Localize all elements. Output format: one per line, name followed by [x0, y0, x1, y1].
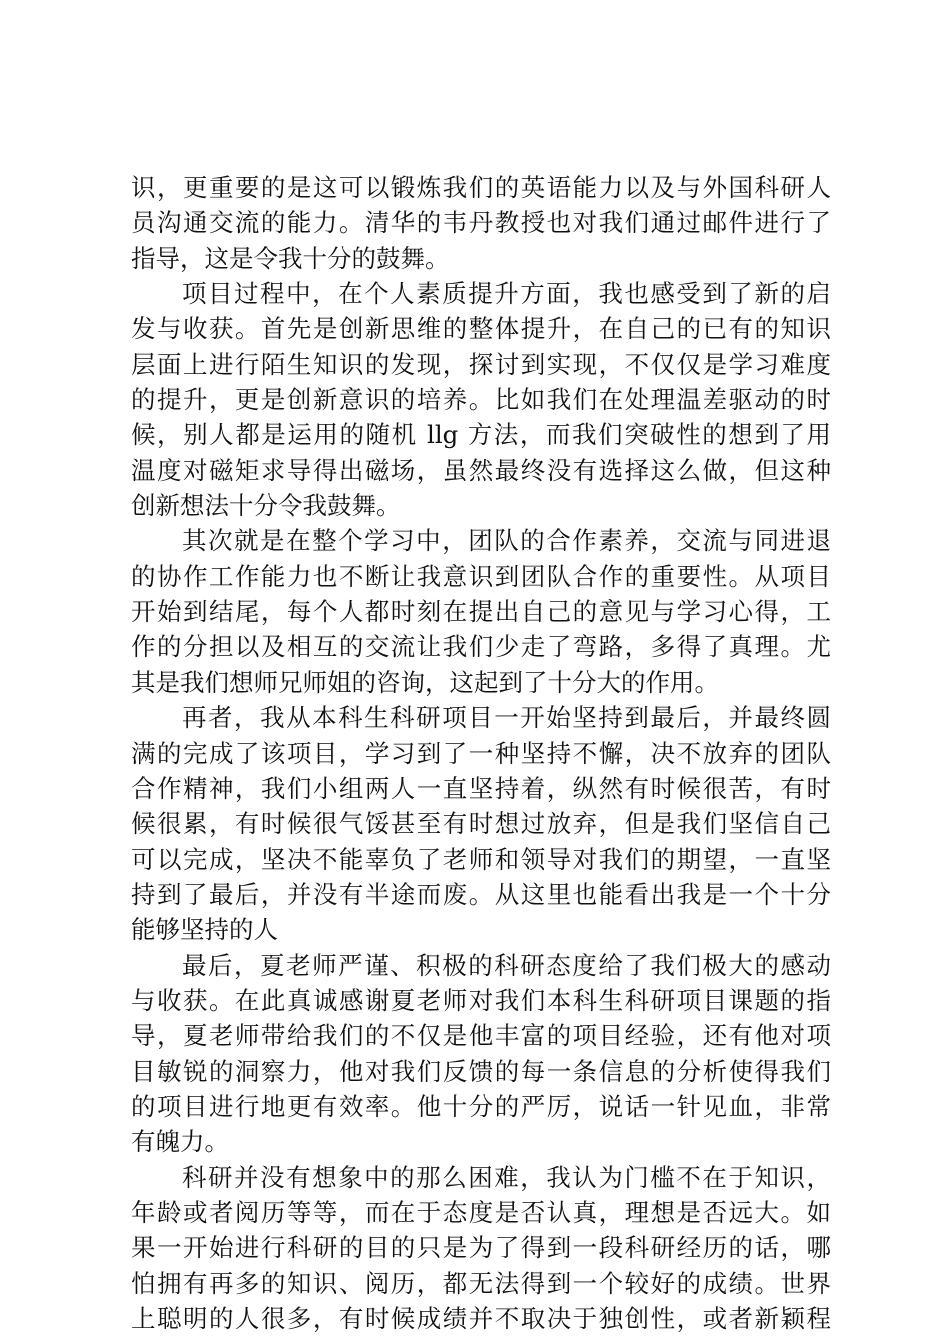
paragraph	[131, 170, 831, 276]
text-line: 与收获。在此真诚感谢夏老师对我们本科生科研项目课题的指	[131, 985, 831, 1015]
text-line: 的协作工作能力也不断让我意识到团队合作的重要性。从项目	[131, 561, 831, 591]
text-line: 其次就是在整个学习中，团队的合作素养，交流与同进退	[182, 526, 831, 556]
text-line: 的提升，更是创新意识的培养。比如我们在处理温差驱动的时	[131, 385, 831, 415]
paragraph	[131, 700, 831, 947]
text-line: 合作精神，我们小组两人一直坚持着，纵然有时候很苦，有时	[131, 773, 831, 803]
text-line: 上聪明的人很多，有时候成绩并不取决于独创性，或者新颖程	[131, 1304, 831, 1333]
text-line: 开始到结尾，每个人都时刻在提出自己的意见与学习心得，工	[131, 597, 831, 627]
text-line: 识，更重要的是这可以锻炼我们的英语能力以及与外国科研人	[131, 173, 831, 202]
text-line: 果一开始进行科研的目的只是为了得到一段科研经历的话，哪	[131, 1233, 831, 1263]
text-line: 导，夏老师带给我们的不仅是他丰富的项目经验，还有他对项	[131, 1021, 831, 1051]
text-line: 可以完成，坚决不能辜负了老师和领导对我们的期望，一直坚	[131, 844, 831, 874]
text-line: 温度对磁矩求导得出磁场，虽然最终没有选择这么做，但这种	[131, 455, 831, 485]
text-line: 有魄力。	[131, 1127, 229, 1157]
text-line: 候，别人都是运用的随机 llg 方法，而我们突破性的想到了用	[131, 420, 831, 450]
text-line: 持到了最后，并没有半途而废。从这里也能看出我是一个十分	[131, 879, 831, 909]
text-line: 指导，这是令我十分的鼓舞。	[131, 243, 450, 273]
text-line: 其是我们想师兄师姐的咨询，这起到了十分大的作用。	[131, 667, 719, 697]
text-line: 能够坚持的人	[131, 915, 278, 945]
text-line: 目敏锐的洞察力，他对我们反馈的每一条信息的分析使得我们	[131, 1056, 831, 1086]
text-line: 创新想法十分令我鼓舞。	[131, 491, 401, 521]
text-line: 层面上进行陌生知识的发现，探讨到实现，不仅仅是学习难度	[131, 349, 831, 379]
text-line: 员沟通交流的能力。清华的韦丹教授也对我们通过邮件进行了	[131, 208, 831, 238]
paragraph	[131, 276, 831, 523]
text-line: 怕拥有再多的知识、阅历，都无法得到一个较好的成绩。世界	[131, 1268, 831, 1298]
text-line: 满的完成了该项目，学习到了一种坚持不懈，决不放弃的团队	[131, 738, 831, 768]
text-line: 年龄或者阅历等等，而在于态度是否认真，理想是否远大。如	[131, 1197, 831, 1227]
paragraph	[131, 948, 831, 1160]
text-line: 再者，我从本科生科研项目一开始坚持到最后，并最终圆	[182, 703, 831, 733]
text-line: 项目过程中，在个人素质提升方面，我也感受到了新的启	[182, 279, 831, 309]
document-body	[131, 170, 831, 1336]
paragraph	[131, 523, 831, 700]
text-line: 最后，夏老师严谨、积极的科研态度给了我们极大的感动	[182, 950, 831, 980]
text-line: 的项目进行地更有效率。他十分的严厉，说话一针见血，非常	[131, 1091, 831, 1121]
text-line: 科研并没有想象中的那么困难，我认为门槛不在于知识，	[182, 1162, 831, 1192]
paragraph	[131, 1160, 831, 1337]
text-line: 候很累，有时候很气馁甚至有时想过放弃，但是我们坚信自己	[131, 809, 831, 839]
text-line: 作的分担以及相互的交流让我们少走了弯路，多得了真理。尤	[131, 632, 831, 662]
text-line: 发与收获。首先是创新思维的整体提升，在自己的已有的知识	[131, 314, 831, 344]
